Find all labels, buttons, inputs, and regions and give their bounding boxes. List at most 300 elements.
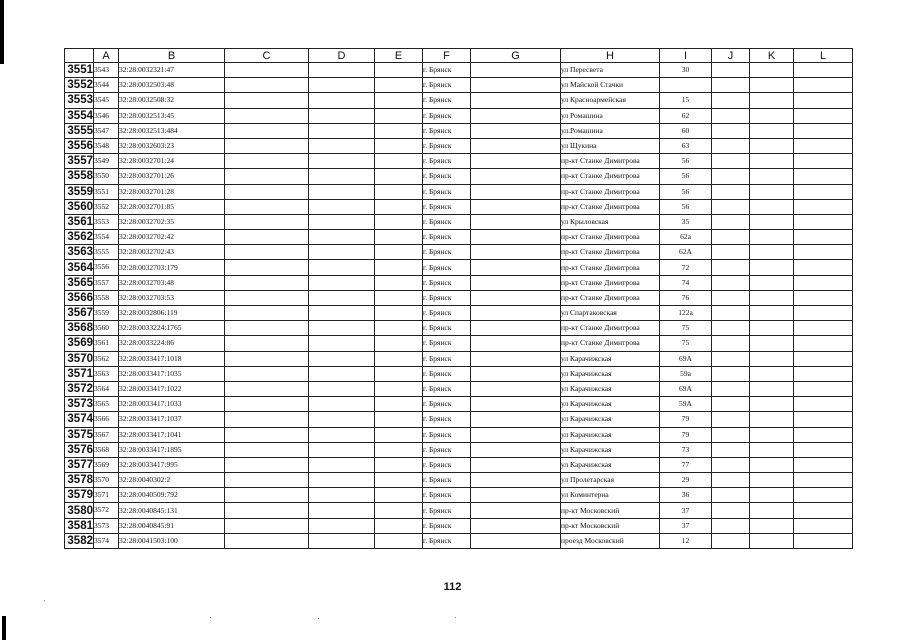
column-header-d[interactable]: D <box>309 49 375 63</box>
cell-k[interactable] <box>750 138 794 153</box>
cell-c[interactable] <box>225 488 309 503</box>
cell-l[interactable] <box>794 290 853 305</box>
cell-k[interactable] <box>750 184 794 199</box>
cell-f[interactable]: г. Брянск <box>423 275 471 290</box>
cell-k[interactable] <box>750 93 794 108</box>
cell-b[interactable]: 32:28:0032806:119 <box>119 306 225 321</box>
cell-c[interactable] <box>225 503 309 518</box>
row-number-cell[interactable]: 3567 <box>65 306 94 321</box>
cell-a[interactable]: 3561 <box>94 336 119 351</box>
cell-k[interactable] <box>750 442 794 457</box>
cell-b[interactable]: 32:28:0032508:32 <box>119 93 225 108</box>
cell-g[interactable] <box>471 518 561 533</box>
cell-j[interactable] <box>712 503 750 518</box>
cell-j[interactable] <box>712 260 750 275</box>
cell-h[interactable]: ул Карачижская <box>561 397 660 412</box>
cell-k[interactable] <box>750 381 794 396</box>
cell-h[interactable]: ул Красноармейская <box>561 93 660 108</box>
cell-f[interactable]: г. Брянск <box>423 473 471 488</box>
row-number-cell[interactable]: 3580 <box>65 503 94 518</box>
cell-e[interactable] <box>375 336 423 351</box>
cell-b[interactable]: 32:28:0032503:48 <box>119 78 225 93</box>
cell-l[interactable] <box>794 427 853 442</box>
cell-i[interactable]: 37 <box>660 518 712 533</box>
cell-g[interactable] <box>471 138 561 153</box>
cell-e[interactable] <box>375 275 423 290</box>
row-number-cell[interactable]: 3557 <box>65 154 94 169</box>
row-number-cell[interactable]: 3556 <box>65 138 94 153</box>
cell-c[interactable] <box>225 427 309 442</box>
cell-f[interactable]: г. Брянск <box>423 154 471 169</box>
cell-f[interactable]: г. Брянск <box>423 169 471 184</box>
cell-c[interactable] <box>225 260 309 275</box>
cell-d[interactable] <box>309 214 375 229</box>
cell-f[interactable]: г. Брянск <box>423 108 471 123</box>
cell-i[interactable]: 15 <box>660 93 712 108</box>
cell-j[interactable] <box>712 473 750 488</box>
row-number-cell[interactable]: 3572 <box>65 381 94 396</box>
cell-k[interactable] <box>750 306 794 321</box>
cell-i[interactable]: 63 <box>660 138 712 153</box>
cell-d[interactable] <box>309 412 375 427</box>
cell-h[interactable]: ул Карачижская <box>561 351 660 366</box>
row-number-cell[interactable]: 3569 <box>65 336 94 351</box>
cell-b[interactable]: 32:28:0033417:1895 <box>119 442 225 457</box>
cell-g[interactable] <box>471 488 561 503</box>
cell-b[interactable]: 32:28:0032702:42 <box>119 230 225 245</box>
cell-a[interactable]: 3560 <box>94 321 119 336</box>
row-number-cell[interactable]: 3570 <box>65 351 94 366</box>
cell-d[interactable] <box>309 336 375 351</box>
row-number-cell[interactable]: 3564 <box>65 260 94 275</box>
cell-k[interactable] <box>750 199 794 214</box>
cell-l[interactable] <box>794 154 853 169</box>
cell-d[interactable] <box>309 473 375 488</box>
cell-e[interactable] <box>375 366 423 381</box>
cell-d[interactable] <box>309 381 375 396</box>
cell-c[interactable] <box>225 169 309 184</box>
cell-b[interactable]: 32:28:0033417:995 <box>119 457 225 472</box>
cell-i[interactable]: 56 <box>660 184 712 199</box>
cell-a[interactable]: 3551 <box>94 184 119 199</box>
cell-d[interactable] <box>309 533 375 548</box>
cell-e[interactable] <box>375 138 423 153</box>
cell-j[interactable] <box>712 138 750 153</box>
row-number-cell[interactable]: 3576 <box>65 442 94 457</box>
row-number-cell[interactable]: 3582 <box>65 533 94 548</box>
cell-d[interactable] <box>309 169 375 184</box>
cell-j[interactable] <box>712 533 750 548</box>
row-number-cell[interactable]: 3558 <box>65 169 94 184</box>
cell-a[interactable]: 3555 <box>94 245 119 260</box>
cell-c[interactable] <box>225 184 309 199</box>
corner-cell[interactable] <box>65 49 94 63</box>
cell-f[interactable]: г. Брянск <box>423 63 471 78</box>
column-header-i[interactable]: I <box>660 49 712 63</box>
cell-g[interactable] <box>471 154 561 169</box>
cell-i[interactable]: 37 <box>660 503 712 518</box>
cell-e[interactable] <box>375 351 423 366</box>
cell-i[interactable]: 75 <box>660 336 712 351</box>
cell-a[interactable]: 3563 <box>94 366 119 381</box>
cell-i[interactable]: 69А <box>660 351 712 366</box>
cell-c[interactable] <box>225 442 309 457</box>
cell-a[interactable]: 3550 <box>94 169 119 184</box>
cell-k[interactable] <box>750 154 794 169</box>
cell-k[interactable] <box>750 275 794 290</box>
cell-e[interactable] <box>375 93 423 108</box>
cell-k[interactable] <box>750 214 794 229</box>
cell-e[interactable] <box>375 473 423 488</box>
cell-i[interactable]: 59А <box>660 397 712 412</box>
cell-b[interactable]: 32:28:0032703:179 <box>119 260 225 275</box>
cell-e[interactable] <box>375 412 423 427</box>
cell-j[interactable] <box>712 108 750 123</box>
cell-i[interactable]: 60 <box>660 123 712 138</box>
cell-d[interactable] <box>309 78 375 93</box>
cell-e[interactable] <box>375 245 423 260</box>
cell-f[interactable]: г. Брянск <box>423 321 471 336</box>
cell-i[interactable]: 56 <box>660 154 712 169</box>
cell-h[interactable]: ул Майской Стачки <box>561 78 660 93</box>
cell-c[interactable] <box>225 518 309 533</box>
cell-l[interactable] <box>794 306 853 321</box>
cell-e[interactable] <box>375 442 423 457</box>
cell-g[interactable] <box>471 397 561 412</box>
cell-f[interactable]: г. Брянск <box>423 488 471 503</box>
cell-a[interactable]: 3556 <box>94 260 119 275</box>
cell-k[interactable] <box>750 397 794 412</box>
row-number-cell[interactable]: 3560 <box>65 199 94 214</box>
cell-g[interactable] <box>471 93 561 108</box>
cell-c[interactable] <box>225 108 309 123</box>
cell-g[interactable] <box>471 336 561 351</box>
cell-j[interactable] <box>712 518 750 533</box>
cell-i[interactable] <box>660 78 712 93</box>
cell-j[interactable] <box>712 457 750 472</box>
cell-f[interactable]: г. Брянск <box>423 381 471 396</box>
cell-f[interactable]: г. Брянск <box>423 442 471 457</box>
cell-c[interactable] <box>225 63 309 78</box>
cell-b[interactable]: 32:28:0032703:48 <box>119 275 225 290</box>
cell-b[interactable]: 32:28:0040845:131 <box>119 503 225 518</box>
cell-h[interactable]: проезд Московский <box>561 533 660 548</box>
row-number-cell[interactable]: 3571 <box>65 366 94 381</box>
cell-h[interactable]: пр-кт Станке Димитрова <box>561 154 660 169</box>
row-number-cell[interactable]: 3573 <box>65 397 94 412</box>
cell-d[interactable] <box>309 230 375 245</box>
cell-d[interactable] <box>309 290 375 305</box>
cell-e[interactable] <box>375 260 423 275</box>
cell-g[interactable] <box>471 199 561 214</box>
cell-l[interactable] <box>794 108 853 123</box>
cell-d[interactable] <box>309 351 375 366</box>
cell-d[interactable] <box>309 260 375 275</box>
cell-i[interactable]: 29 <box>660 473 712 488</box>
cell-d[interactable] <box>309 275 375 290</box>
cell-g[interactable] <box>471 321 561 336</box>
cell-j[interactable] <box>712 63 750 78</box>
cell-a[interactable]: 3574 <box>94 533 119 548</box>
cell-a[interactable]: 3572 <box>94 503 119 518</box>
cell-b[interactable]: 32:28:0032701:85 <box>119 199 225 214</box>
cell-e[interactable] <box>375 154 423 169</box>
cell-d[interactable] <box>309 442 375 457</box>
column-header-b[interactable]: B <box>119 49 225 63</box>
cell-c[interactable] <box>225 306 309 321</box>
cell-l[interactable] <box>794 138 853 153</box>
cell-b[interactable]: 32:28:0032513:484 <box>119 123 225 138</box>
cell-e[interactable] <box>375 321 423 336</box>
cell-j[interactable] <box>712 381 750 396</box>
cell-b[interactable]: 32:28:0032703:53 <box>119 290 225 305</box>
cell-a[interactable]: 3568 <box>94 442 119 457</box>
cell-k[interactable] <box>750 533 794 548</box>
cell-i[interactable]: 79 <box>660 412 712 427</box>
cell-k[interactable] <box>750 473 794 488</box>
cell-e[interactable] <box>375 230 423 245</box>
cell-k[interactable] <box>750 412 794 427</box>
cell-c[interactable] <box>225 275 309 290</box>
cell-e[interactable] <box>375 397 423 412</box>
cell-l[interactable] <box>794 123 853 138</box>
cell-j[interactable] <box>712 488 750 503</box>
cell-b[interactable]: 32:28:0032321:47 <box>119 63 225 78</box>
cell-d[interactable] <box>309 503 375 518</box>
cell-b[interactable]: 32:28:0032701:24 <box>119 154 225 169</box>
cell-i[interactable]: 77 <box>660 457 712 472</box>
cell-l[interactable] <box>794 366 853 381</box>
cell-f[interactable]: г. Брянск <box>423 366 471 381</box>
cell-k[interactable] <box>750 321 794 336</box>
cell-b[interactable]: 32:28:0033417:1022 <box>119 381 225 396</box>
cell-j[interactable] <box>712 290 750 305</box>
cell-e[interactable] <box>375 488 423 503</box>
row-number-cell[interactable]: 3555 <box>65 123 94 138</box>
cell-h[interactable]: ул Пролетарская <box>561 473 660 488</box>
cell-e[interactable] <box>375 214 423 229</box>
cell-g[interactable] <box>471 503 561 518</box>
cell-f[interactable]: г. Брянск <box>423 457 471 472</box>
row-number-cell[interactable]: 3575 <box>65 427 94 442</box>
cell-k[interactable] <box>750 336 794 351</box>
cell-c[interactable] <box>225 245 309 260</box>
cell-a[interactable]: 3559 <box>94 306 119 321</box>
cell-b[interactable]: 32:28:0033224:1765 <box>119 321 225 336</box>
cell-l[interactable] <box>794 169 853 184</box>
cell-e[interactable] <box>375 306 423 321</box>
cell-d[interactable] <box>309 199 375 214</box>
cell-h[interactable]: ул Спартаковская <box>561 306 660 321</box>
cell-c[interactable] <box>225 351 309 366</box>
cell-d[interactable] <box>309 184 375 199</box>
cell-j[interactable] <box>712 366 750 381</box>
cell-c[interactable] <box>225 290 309 305</box>
cell-k[interactable] <box>750 260 794 275</box>
cell-g[interactable] <box>471 123 561 138</box>
cell-f[interactable]: г. Брянск <box>423 214 471 229</box>
column-header-e[interactable]: E <box>375 49 423 63</box>
row-number-cell[interactable]: 3574 <box>65 412 94 427</box>
cell-b[interactable]: 32:28:0033224:86 <box>119 336 225 351</box>
cell-e[interactable] <box>375 169 423 184</box>
cell-e[interactable] <box>375 457 423 472</box>
cell-l[interactable] <box>794 199 853 214</box>
cell-j[interactable] <box>712 336 750 351</box>
cell-k[interactable] <box>750 518 794 533</box>
cell-f[interactable]: г. Брянск <box>423 351 471 366</box>
cell-f[interactable]: г. Брянск <box>423 123 471 138</box>
cell-d[interactable] <box>309 457 375 472</box>
cell-c[interactable] <box>225 230 309 245</box>
cell-d[interactable] <box>309 397 375 412</box>
cell-g[interactable] <box>471 306 561 321</box>
cell-f[interactable]: г. Брянск <box>423 78 471 93</box>
cell-l[interactable] <box>794 412 853 427</box>
cell-a[interactable]: 3557 <box>94 275 119 290</box>
cell-c[interactable] <box>225 138 309 153</box>
cell-g[interactable] <box>471 290 561 305</box>
cell-f[interactable]: г. Брянск <box>423 290 471 305</box>
cell-e[interactable] <box>375 108 423 123</box>
cell-a[interactable]: 3554 <box>94 230 119 245</box>
row-number-cell[interactable]: 3559 <box>65 184 94 199</box>
cell-d[interactable] <box>309 138 375 153</box>
cell-a[interactable]: 3573 <box>94 518 119 533</box>
cell-l[interactable] <box>794 488 853 503</box>
cell-l[interactable] <box>794 63 853 78</box>
cell-a[interactable]: 3552 <box>94 199 119 214</box>
cell-g[interactable] <box>471 63 561 78</box>
cell-h[interactable]: пр-кт Станке Димитрова <box>561 260 660 275</box>
cell-c[interactable] <box>225 473 309 488</box>
cell-l[interactable] <box>794 275 853 290</box>
column-header-g[interactable]: G <box>471 49 561 63</box>
cell-e[interactable] <box>375 503 423 518</box>
cell-h[interactable]: ул.Ромашина <box>561 123 660 138</box>
cell-c[interactable] <box>225 381 309 396</box>
cell-l[interactable] <box>794 245 853 260</box>
cell-c[interactable] <box>225 366 309 381</box>
cell-e[interactable] <box>375 290 423 305</box>
cell-l[interactable] <box>794 503 853 518</box>
cell-g[interactable] <box>471 78 561 93</box>
cell-k[interactable] <box>750 427 794 442</box>
cell-c[interactable] <box>225 78 309 93</box>
cell-i[interactable]: 69А <box>660 381 712 396</box>
cell-h[interactable]: пр-кт Станке Димитрова <box>561 230 660 245</box>
cell-f[interactable]: г. Брянск <box>423 93 471 108</box>
cell-l[interactable] <box>794 473 853 488</box>
cell-l[interactable] <box>794 93 853 108</box>
cell-i[interactable]: 76 <box>660 290 712 305</box>
cell-j[interactable] <box>712 427 750 442</box>
row-number-cell[interactable]: 3561 <box>65 214 94 229</box>
cell-f[interactable]: г. Брянск <box>423 245 471 260</box>
cell-c[interactable] <box>225 123 309 138</box>
cell-c[interactable] <box>225 533 309 548</box>
cell-k[interactable] <box>750 245 794 260</box>
cell-h[interactable]: пр-кт Станке Димитрова <box>561 169 660 184</box>
cell-h[interactable]: пр-кт Станке Димитрова <box>561 336 660 351</box>
cell-e[interactable] <box>375 518 423 533</box>
cell-i[interactable]: 72 <box>660 260 712 275</box>
cell-g[interactable] <box>471 351 561 366</box>
cell-a[interactable]: 3544 <box>94 78 119 93</box>
cell-h[interactable]: пр-кт Станке Димитрова <box>561 184 660 199</box>
cell-f[interactable]: г. Брянск <box>423 138 471 153</box>
cell-l[interactable] <box>794 184 853 199</box>
row-number-cell[interactable]: 3563 <box>65 245 94 260</box>
cell-j[interactable] <box>712 306 750 321</box>
cell-j[interactable] <box>712 154 750 169</box>
cell-i[interactable]: 59а <box>660 366 712 381</box>
cell-b[interactable]: 32:28:0033417:1037 <box>119 412 225 427</box>
row-number-cell[interactable]: 3579 <box>65 488 94 503</box>
cell-k[interactable] <box>750 169 794 184</box>
cell-b[interactable]: 32:28:0040845:91 <box>119 518 225 533</box>
cell-g[interactable] <box>471 230 561 245</box>
row-number-cell[interactable]: 3553 <box>65 93 94 108</box>
cell-l[interactable] <box>794 533 853 548</box>
cell-g[interactable] <box>471 108 561 123</box>
cell-b[interactable]: 32:28:0033417:1018 <box>119 351 225 366</box>
cell-l[interactable] <box>794 351 853 366</box>
cell-f[interactable]: г. Брянск <box>423 533 471 548</box>
column-header-a[interactable]: A <box>94 49 119 63</box>
cell-j[interactable] <box>712 275 750 290</box>
cell-j[interactable] <box>712 93 750 108</box>
cell-j[interactable] <box>712 442 750 457</box>
cell-d[interactable] <box>309 63 375 78</box>
cell-g[interactable] <box>471 214 561 229</box>
cell-b[interactable]: 32:28:0033417:1041 <box>119 427 225 442</box>
cell-d[interactable] <box>309 427 375 442</box>
cell-c[interactable] <box>225 199 309 214</box>
cell-a[interactable]: 3567 <box>94 427 119 442</box>
cell-l[interactable] <box>794 518 853 533</box>
column-header-k[interactable]: K <box>750 49 794 63</box>
cell-a[interactable]: 3549 <box>94 154 119 169</box>
cell-k[interactable] <box>750 488 794 503</box>
cell-l[interactable] <box>794 442 853 457</box>
row-number-cell[interactable]: 3566 <box>65 290 94 305</box>
row-number-cell[interactable]: 3551 <box>65 63 94 78</box>
cell-g[interactable] <box>471 473 561 488</box>
cell-i[interactable]: 56 <box>660 169 712 184</box>
column-header-j[interactable]: J <box>712 49 750 63</box>
cell-h[interactable]: ул Карачижская <box>561 457 660 472</box>
cell-a[interactable]: 3558 <box>94 290 119 305</box>
cell-a[interactable]: 3546 <box>94 108 119 123</box>
cell-j[interactable] <box>712 214 750 229</box>
cell-a[interactable]: 3543 <box>94 63 119 78</box>
cell-a[interactable]: 3547 <box>94 123 119 138</box>
cell-d[interactable] <box>309 366 375 381</box>
row-number-cell[interactable]: 3552 <box>65 78 94 93</box>
cell-j[interactable] <box>712 123 750 138</box>
cell-h[interactable]: пр-кт Станке Димитрова <box>561 275 660 290</box>
cell-d[interactable] <box>309 154 375 169</box>
cell-j[interactable] <box>712 169 750 184</box>
cell-c[interactable] <box>225 397 309 412</box>
cell-i[interactable]: 62а <box>660 230 712 245</box>
cell-i[interactable]: 36 <box>660 488 712 503</box>
cell-k[interactable] <box>750 108 794 123</box>
cell-e[interactable] <box>375 78 423 93</box>
cell-f[interactable]: г. Брянск <box>423 184 471 199</box>
cell-g[interactable] <box>471 457 561 472</box>
